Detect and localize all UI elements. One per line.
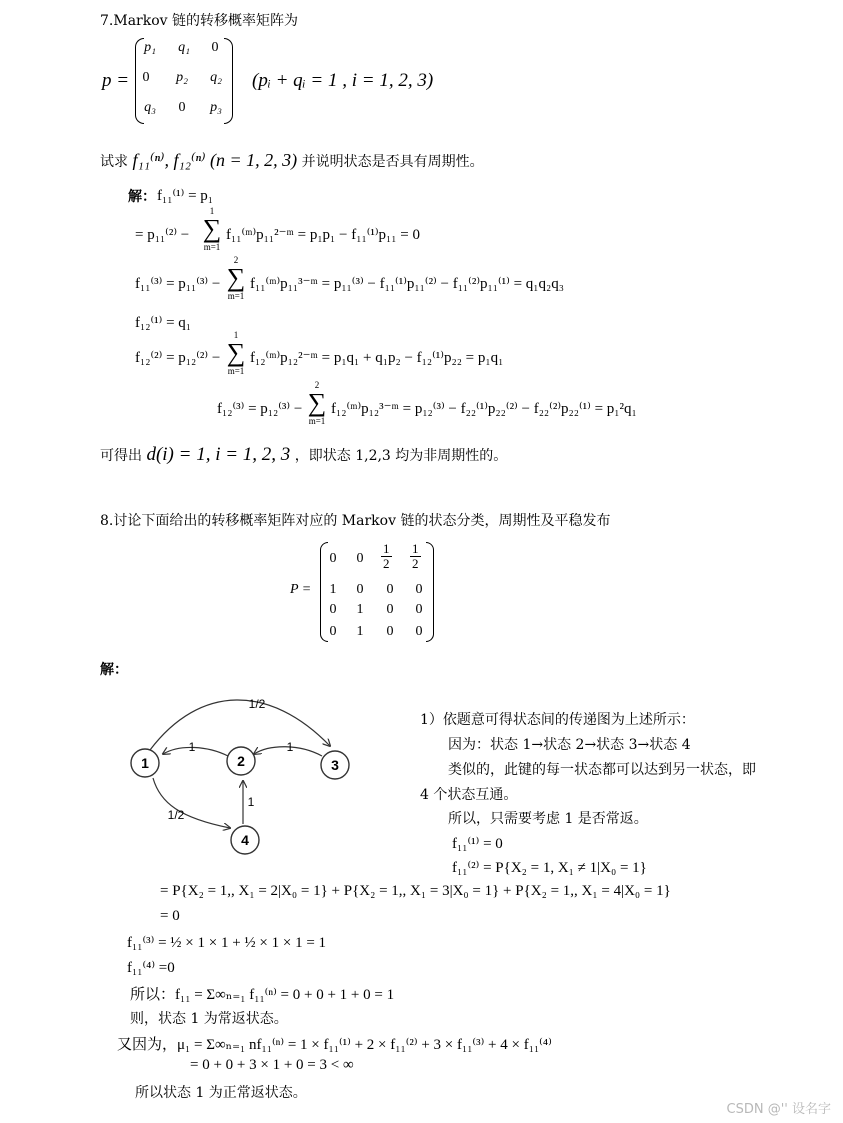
sum-upper: 2: [314, 380, 320, 390]
sigma-symbol: ∑: [226, 263, 246, 292]
q7-condition: (pᵢ + qᵢ = 1 , i = 1, 2, 3): [252, 70, 434, 91]
q7-title: 7.Markov 链的转移概率矩阵为: [100, 13, 299, 29]
q8-cell: 0: [386, 602, 394, 617]
q7-cell: p₃: [210, 100, 222, 115]
q7-line-6b: f₁₂⁽ᵐ⁾p₁₂³⁻ᵐ = p₁₂⁽³⁾ − f₂₂⁽¹⁾p₂₂⁽²⁾ − f₂₂⁽²⁾p₂₂⁽¹⁾ = p₁²q₁: [331, 401, 637, 417]
q7-line-5a: f₁₂⁽²⁾ = p₁₂⁽²⁾ −: [135, 350, 221, 366]
q8-cell: 1: [329, 582, 337, 597]
edge-label: 1: [286, 740, 294, 754]
frac-den: 2: [383, 555, 390, 571]
q8-cell: 0: [329, 602, 337, 617]
q7-line-3a: f₁₁⁽³⁾ = p₁₁⁽³⁾ −: [135, 276, 221, 292]
frac-den: 2: [412, 555, 419, 571]
q8-cell: 0: [415, 582, 423, 597]
q8-text-7: f₁₁⁽²⁾ = P{X₂ = 1, X₁ ≠ 1|X₀ = 1}: [452, 860, 647, 876]
q7-line-3b: f₁₁⁽ᵐ⁾p₁₁³⁻ᵐ = p₁₁⁽³⁾ − f₁₁⁽¹⁾p₁₁⁽²⁾ − f₁₁⁽²⁾p₁₁⁽¹⁾ = q₁q₂q₃: [250, 276, 564, 292]
q8-text-3: 类似的，此键的每一状态都可以达到另一状态，即: [448, 762, 756, 778]
q7-cell: 0: [142, 70, 150, 85]
q7-conclusion-suffix: ，即状态 1,2,3 均为非周期性的。: [294, 448, 508, 464]
q7-matrix-lhs: p =: [102, 70, 130, 91]
q7-cell: 0: [211, 40, 219, 55]
q8-cell: 1: [356, 602, 364, 617]
sum-lower: m=1: [203, 242, 221, 252]
q8-text-16: 所以状态 1 为正常返状态。: [135, 1085, 307, 1101]
edge-label: 1/2: [248, 697, 266, 711]
q7-task-suffix: 并说明状态是否具有周期性。: [301, 154, 484, 170]
sum-upper: 1: [233, 330, 239, 340]
q8-title: 8.讨论下面给出的转移概率矩阵对应的 Markov 链的状态分类，周期性及平稳发布: [100, 513, 611, 529]
q8-cell: 0: [386, 582, 394, 597]
state-transition-diagram: [120, 688, 360, 858]
q7-cell: q₃: [144, 100, 156, 115]
q8-text-11: f₁₁⁽⁴⁾ =0: [127, 960, 175, 976]
q8-text-6: f₁₁⁽¹⁾ = 0: [452, 836, 503, 852]
frac-num: 1: [412, 541, 419, 556]
q8-cell: 0: [329, 624, 337, 639]
q8-text-13: 则，状态 1 为常返状态。: [130, 1011, 288, 1027]
q8-text-14: 又因为，μ₁ = Σ∞ₙ₌₁ nf₁₁⁽ⁿ⁾ = 1 × f₁₁⁽¹⁾ + 2 × f₁₁⁽²⁾ + 3 × f₁₁⁽³⁾ + 4 × f₁₁⁽⁴⁾: [117, 1037, 552, 1053]
q7-cell: p₂: [176, 70, 188, 85]
sigma-symbol: ∑: [226, 338, 246, 367]
q8-cell-frac: [381, 542, 392, 570]
node-label: 2: [237, 753, 245, 769]
q8-text-10: f₁₁⁽³⁾ = ½ × 1 × 1 + ½ × 1 × 1 = 1: [127, 935, 327, 951]
q8-text-2: 因为：状态 1→状态 2→状态 3→状态 4: [448, 737, 691, 753]
q8-text-9: = 0: [160, 908, 180, 924]
q8-cell: 0: [356, 582, 364, 597]
q7-conclusion-math: d(i) = 1, i = 1, 2, 3: [146, 444, 291, 465]
sum-lower: m=1: [227, 291, 245, 301]
q8-cell-frac: [410, 542, 421, 570]
q7-cell: p₁: [144, 40, 156, 55]
q7-line-2a: = p₁₁⁽²⁾ −: [135, 227, 190, 243]
node-label: 3: [331, 757, 339, 773]
q8-text-8: = P{X₂ = 1,, X₁ = 2|X₀ = 1} + P{X₂ = 1,, X₁ = 3|X₀ = 1} + P{X₂ = 1,, X₁ = 4|X₀ = 1}: [160, 883, 671, 899]
q8-cell: 0: [329, 551, 337, 566]
q8-text-15: = 0 + 0 + 3 × 1 + 0 = 3 < ∞: [190, 1057, 354, 1073]
q8-cell: 0: [415, 602, 423, 617]
q8-text-1: 1）依题意可得状态间的传递图为上述所示：: [420, 712, 695, 728]
q7-cell: q₂: [210, 70, 222, 85]
q7-task-prefix: 试求: [100, 154, 128, 170]
q7-conclusion-prefix: 可得出: [100, 448, 142, 464]
q7-task-math: f₁₁⁽ⁿ⁾, f₁₂⁽ⁿ⁾ (n = 1, 2, 3): [132, 150, 298, 170]
edge-2-to-1: [163, 747, 228, 756]
watermark: CSDN @'' 设名字: [726, 1102, 831, 1117]
q8-cell: 0: [356, 551, 364, 566]
q8-text-4: 4 个状态互通。: [420, 787, 518, 803]
q7-line-4: f₁₂⁽¹⁾ = q₁: [135, 315, 192, 331]
sum-lower: m=1: [308, 416, 326, 426]
q7-line-2b: f₁₁⁽ᵐ⁾p₁₁²⁻ᵐ = p₁p₁ − f₁₁⁽¹⁾p₁₁ = 0: [226, 227, 420, 243]
q8-matrix-lhs: P =: [290, 582, 312, 597]
q8-cell: 0: [415, 624, 423, 639]
sum-upper: 1: [209, 206, 215, 216]
sum-upper: 2: [233, 255, 239, 265]
q8-cell: 0: [386, 624, 394, 639]
edge-label: 1: [188, 740, 196, 754]
q7-line-6a: f₁₂⁽³⁾ = p₁₂⁽³⁾ −: [217, 401, 303, 417]
q7-line-1: f₁₁⁽¹⁾ = p₁: [157, 188, 214, 204]
node-label: 1: [141, 755, 149, 771]
q7-line-5b: f₁₂⁽ᵐ⁾p₁₂²⁻ᵐ = p₁q₁ + q₁p₂ − f₁₂⁽¹⁾p₂₂ = p₁q₁: [250, 350, 504, 366]
frac-num: 1: [383, 541, 390, 556]
sigma-symbol: ∑: [202, 214, 222, 243]
q8-solution-label: 解：: [100, 662, 128, 678]
sigma-symbol: ∑: [307, 388, 327, 417]
q8-cell: 1: [356, 624, 364, 639]
edge-label: 1: [247, 795, 255, 809]
edge-1-to-3: [150, 700, 330, 750]
q7-cell: 0: [178, 100, 186, 115]
edge-label: 1/2: [167, 808, 185, 822]
q7-cell: q₁: [178, 40, 190, 55]
edge-1-to-4: [153, 778, 230, 828]
q8-text-12: 所以：f₁₁ = Σ∞ₙ₌₁ f₁₁⁽ⁿ⁾ = 0 + 0 + 1 + 0 = 1: [130, 987, 395, 1003]
node-label: 4: [241, 832, 249, 848]
sum-lower: m=1: [227, 366, 245, 376]
q7-solution-label: 解：: [128, 189, 156, 205]
q8-text-5: 所以，只需要考虑 1 是否常返。: [448, 811, 648, 827]
